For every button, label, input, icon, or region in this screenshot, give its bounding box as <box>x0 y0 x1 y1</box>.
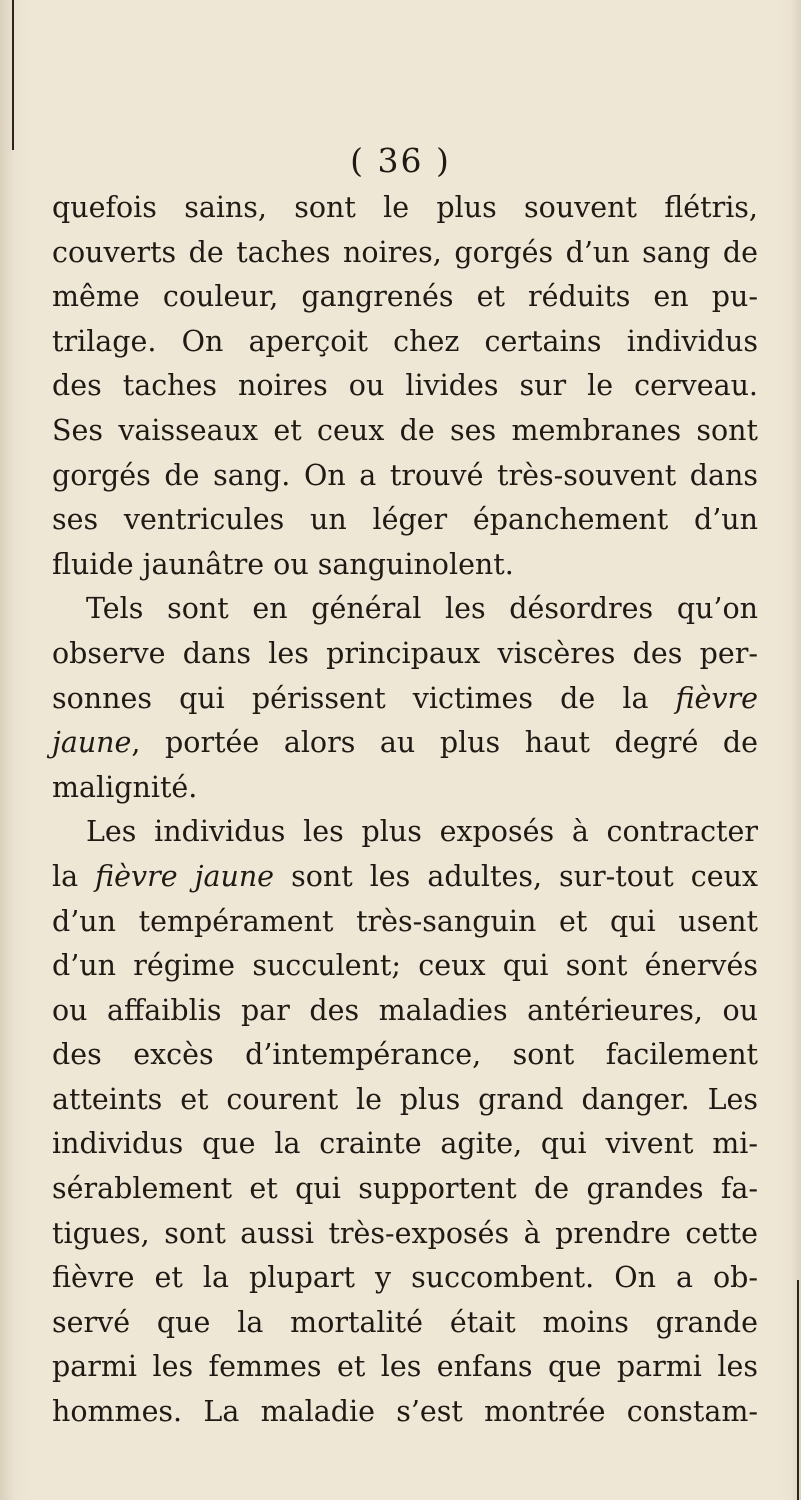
italic-term: jaune <box>52 726 132 760</box>
line-text: malignité. <box>52 770 198 804</box>
text-line <box>52 1390 758 1435</box>
text-line <box>52 900 758 945</box>
line-text: atteints et courent le plus grand danger. Les <box>52 1082 758 1116</box>
line-text: Tels sont en général les désordres qu’on <box>86 592 758 626</box>
line-text: couverts de taches noires, gorgés d’un sang de <box>52 235 758 269</box>
line-text: gorgés de sang. On a trouvé très-souvent dans <box>52 458 758 492</box>
text-line <box>52 855 758 900</box>
line-text: servé que la mortalité était moins grande <box>52 1305 758 1339</box>
italic-term: fièvre <box>675 681 758 715</box>
text-line <box>52 275 758 320</box>
line-text: même couleur, gangrenés et réduits en pu- <box>52 280 758 314</box>
text-line <box>52 454 758 499</box>
line-text: sont les adultes, sur-tout ceux <box>274 859 758 893</box>
body-text <box>52 186 758 1435</box>
text-line <box>52 1301 758 1346</box>
page-number: ( 36 ) <box>350 141 451 180</box>
text-line <box>52 1212 758 1257</box>
line-text: des excès d’intempérance, sont facilement <box>52 1038 758 1072</box>
text-line <box>52 587 758 632</box>
text-line <box>52 1122 758 1167</box>
italic-term: fièvre jaune <box>95 859 275 893</box>
line-text: ou affaiblis par des maladies antérieures, ou <box>52 993 758 1027</box>
line-text: des taches noires ou livides sur le cerveau. <box>52 369 758 403</box>
text-line <box>52 632 758 677</box>
line-text: Ses vaisseaux et ceux de ses membranes sont <box>52 413 758 447</box>
text-line <box>52 810 758 855</box>
text-line <box>52 364 758 409</box>
text-line <box>52 320 758 365</box>
left-edge-line <box>12 0 14 150</box>
line-text: d’un régime succulent; ceux qui sont énervés <box>52 949 758 983</box>
text-line <box>52 677 758 722</box>
line-text: hommes. La maladie s’est montrée constam- <box>52 1395 758 1429</box>
text-line <box>52 543 758 588</box>
text-line <box>52 721 758 766</box>
text-line <box>52 1078 758 1123</box>
line-text: fluide jaunâtre ou sanguinolent. <box>52 547 514 581</box>
line-text: observe dans les principaux viscères des per- <box>52 636 758 670</box>
line-text: sérablement et qui supportent de grandes fa- <box>52 1172 758 1206</box>
text-line <box>52 944 758 989</box>
line-text: tigues, sont aussi très-exposés à prendre cette <box>52 1216 758 1250</box>
line-text: fièvre et la plupart y succombent. On a ob- <box>52 1261 758 1295</box>
text-line <box>52 1033 758 1078</box>
text-line <box>52 231 758 276</box>
text-line <box>52 1167 758 1212</box>
text-line <box>52 498 758 543</box>
line-text: trilage. On aperçoit chez certains individus <box>52 324 758 358</box>
line-text: parmi les femmes et les enfans que parmi les <box>52 1350 758 1384</box>
line-text: d’un tempérament très-sanguin et qui usent <box>52 904 758 938</box>
line-text: , portée alors au plus haut degré de <box>131 726 758 760</box>
line-text: sonnes qui périssent victimes de la <box>52 681 676 715</box>
text-line <box>52 989 758 1034</box>
text-line <box>52 409 758 454</box>
line-text: individus que la crainte agite, qui vivent mi- <box>52 1127 758 1161</box>
line-text: la <box>52 859 96 893</box>
text-line <box>52 186 758 231</box>
line-text: quefois sains, sont le plus souvent flétris, <box>52 191 758 224</box>
line-text: ses ventricules un léger épanchement d’un <box>52 503 758 537</box>
text-line <box>52 1345 758 1390</box>
line-text: Les individus les plus exposés à contracter <box>86 815 758 849</box>
text-line <box>52 766 758 811</box>
text-line <box>52 1256 758 1301</box>
right-edge-line <box>797 1280 799 1500</box>
